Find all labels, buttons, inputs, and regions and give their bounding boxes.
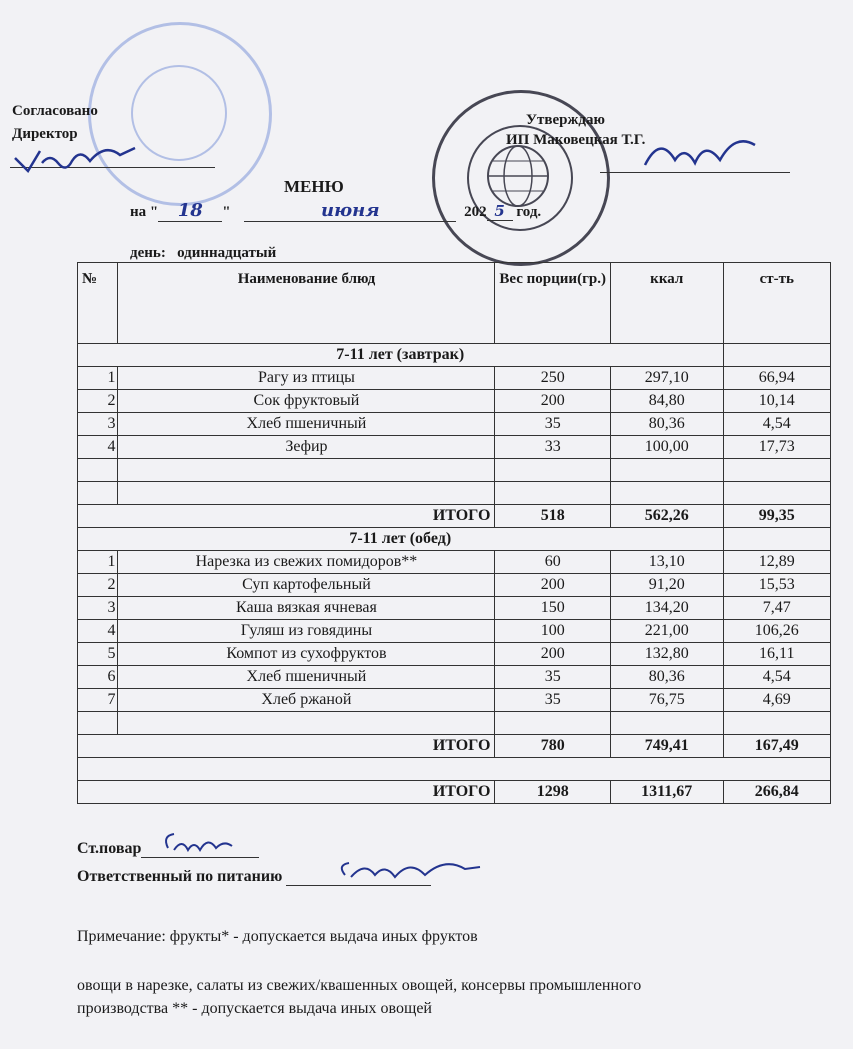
dish-name: Каша вязкая ячневая xyxy=(118,597,495,620)
row-number: 4 xyxy=(78,620,118,643)
page-title: МЕНЮ xyxy=(284,177,344,196)
table-row xyxy=(78,574,831,597)
empty-cell xyxy=(118,712,495,735)
dish-name: Сок фруктовый xyxy=(118,390,495,413)
dish-kcal: 84,80 xyxy=(610,390,723,413)
dish-kcal: 297,10 xyxy=(610,367,723,390)
empty-cell xyxy=(610,712,723,735)
section-header xyxy=(78,344,831,367)
dish-cost: 12,89 xyxy=(723,551,831,574)
col-cost: ст-ть xyxy=(723,263,831,344)
dish-cost: 17,73 xyxy=(723,436,831,459)
agreed-label: Согласовано xyxy=(12,103,98,119)
table-row xyxy=(78,390,831,413)
total-label: ИТОГО xyxy=(78,735,495,758)
year-label: 202 xyxy=(464,204,487,220)
dish-weight: 250 xyxy=(495,367,611,390)
total-kcal: 562,26 xyxy=(610,505,723,528)
dish-weight: 35 xyxy=(495,413,611,436)
director-label: Директор xyxy=(12,126,78,142)
table-row xyxy=(78,436,831,459)
empty-cell xyxy=(723,344,831,367)
empty-cell xyxy=(495,712,611,735)
responsible-label: Ответственный по питанию xyxy=(77,868,283,885)
total-cost: 167,49 xyxy=(723,735,831,758)
total-kcal: 1311,67 xyxy=(610,781,723,804)
table-row xyxy=(78,666,831,689)
table-row xyxy=(78,597,831,620)
note-fruits: Примечание: фрукты* - допускается выдача иных фруктов xyxy=(77,928,478,945)
row-number: 5 xyxy=(78,643,118,666)
row-number: 2 xyxy=(78,574,118,597)
col-kcal: ккал xyxy=(610,263,723,344)
dish-weight: 100 xyxy=(495,620,611,643)
total-weight: 1298 xyxy=(495,781,611,804)
empty-cell xyxy=(118,482,495,505)
row-number: 7 xyxy=(78,689,118,712)
row-number: 3 xyxy=(78,597,118,620)
date-day: 18 xyxy=(158,200,222,222)
dish-kcal: 76,75 xyxy=(610,689,723,712)
empty-row xyxy=(78,459,831,482)
dish-kcal: 132,80 xyxy=(610,643,723,666)
responsible-signature xyxy=(335,853,485,888)
total-cost: 99,35 xyxy=(723,505,831,528)
table-row xyxy=(78,413,831,436)
approver-name: ИП Маковецкая Т.Г. xyxy=(506,132,646,148)
dish-kcal: 91,20 xyxy=(610,574,723,597)
dish-cost: 15,53 xyxy=(723,574,831,597)
empty-row xyxy=(78,712,831,735)
dish-name: Хлеб ржаной xyxy=(118,689,495,712)
total-cost: 266,84 xyxy=(723,781,831,804)
dish-name: Зефир xyxy=(118,436,495,459)
row-number: 1 xyxy=(78,367,118,390)
empty-cell xyxy=(610,482,723,505)
dish-kcal: 221,00 xyxy=(610,620,723,643)
dish-kcal: 80,36 xyxy=(610,413,723,436)
empty-cell xyxy=(723,528,831,551)
school-stamp xyxy=(88,22,272,206)
day-row: день: одиннадцатый xyxy=(130,245,277,261)
dish-weight: 33 xyxy=(495,436,611,459)
date-row: на " 18 " июня 202 5 год. xyxy=(130,200,542,221)
empty-cell xyxy=(78,482,118,505)
total-kcal: 749,41 xyxy=(610,735,723,758)
dish-name: Хлеб пшеничный xyxy=(118,413,495,436)
chef-label: Ст.повар xyxy=(77,840,142,857)
empty-cell xyxy=(610,459,723,482)
total-weight: 780 xyxy=(495,735,611,758)
section-title: 7-11 лет (завтрак) xyxy=(78,344,724,367)
table-header-row xyxy=(78,263,831,344)
dish-weight: 200 xyxy=(495,643,611,666)
total-row xyxy=(78,505,831,528)
col-number: № xyxy=(78,263,118,344)
dish-cost: 4,54 xyxy=(723,666,831,689)
table-row xyxy=(78,689,831,712)
dish-kcal: 80,36 xyxy=(610,666,723,689)
dish-name: Нарезка из свежих помидоров** xyxy=(118,551,495,574)
table-row xyxy=(78,367,831,390)
row-number: 1 xyxy=(78,551,118,574)
dish-cost: 106,26 xyxy=(723,620,831,643)
dish-cost: 10,14 xyxy=(723,390,831,413)
dish-name: Рагу из птицы xyxy=(118,367,495,390)
table-row xyxy=(78,551,831,574)
note-vegetables-1: овощи в нарезке, салаты из свежих/квашенных овощей, консервы промышленного xyxy=(77,977,642,994)
section-header xyxy=(78,528,831,551)
empty-cell xyxy=(78,712,118,735)
row-number: 2 xyxy=(78,390,118,413)
year-digit: 5 xyxy=(487,202,513,221)
table-row xyxy=(78,620,831,643)
spacer-row xyxy=(78,758,831,781)
day-value: одиннадцатый xyxy=(177,245,277,261)
dish-kcal: 100,00 xyxy=(610,436,723,459)
empty-cell xyxy=(495,459,611,482)
empty-cell xyxy=(723,482,831,505)
col-weight: Вес порции(гр.) xyxy=(495,263,611,344)
total-weight: 518 xyxy=(495,505,611,528)
dish-name: Компот из сухофруктов xyxy=(118,643,495,666)
empty-row xyxy=(78,482,831,505)
empty-cell xyxy=(118,459,495,482)
dish-weight: 200 xyxy=(495,390,611,413)
dish-weight: 35 xyxy=(495,689,611,712)
dish-cost: 4,69 xyxy=(723,689,831,712)
table-row xyxy=(78,643,831,666)
dish-cost: 7,47 xyxy=(723,597,831,620)
dish-name: Суп картофельный xyxy=(118,574,495,597)
dish-cost: 16,11 xyxy=(723,643,831,666)
dish-weight: 150 xyxy=(495,597,611,620)
dish-weight: 35 xyxy=(495,666,611,689)
year-suffix: год. xyxy=(516,204,542,220)
empty-cell xyxy=(78,758,831,781)
chef-signature xyxy=(160,828,240,858)
empty-cell xyxy=(495,482,611,505)
dish-cost: 4,54 xyxy=(723,413,831,436)
total-label: ИТОГО xyxy=(78,505,495,528)
total-label: ИТОГО xyxy=(78,781,495,804)
dish-name: Хлеб пшеничный xyxy=(118,666,495,689)
note-vegetables-2: производства ** - допускается выдача иных овощей xyxy=(77,1000,432,1017)
col-dish-name: Наименование блюд xyxy=(118,263,495,344)
row-number: 4 xyxy=(78,436,118,459)
total-row xyxy=(78,735,831,758)
dish-weight: 60 xyxy=(495,551,611,574)
menu-table xyxy=(77,262,831,804)
approver-signature xyxy=(640,125,760,175)
empty-cell xyxy=(78,459,118,482)
date-month: июня xyxy=(244,200,456,222)
dish-name: Гуляш из говядины xyxy=(118,620,495,643)
section-title: 7-11 лет (обед) xyxy=(78,528,724,551)
grand-total-row xyxy=(78,781,831,804)
director-signature xyxy=(10,133,140,178)
dish-kcal: 134,20 xyxy=(610,597,723,620)
dish-kcal: 13,10 xyxy=(610,551,723,574)
row-number: 6 xyxy=(78,666,118,689)
dish-weight: 200 xyxy=(495,574,611,597)
dish-cost: 66,94 xyxy=(723,367,831,390)
empty-cell xyxy=(723,712,831,735)
empty-cell xyxy=(723,459,831,482)
row-number: 3 xyxy=(78,413,118,436)
approve-label: Утверждаю xyxy=(526,112,605,128)
